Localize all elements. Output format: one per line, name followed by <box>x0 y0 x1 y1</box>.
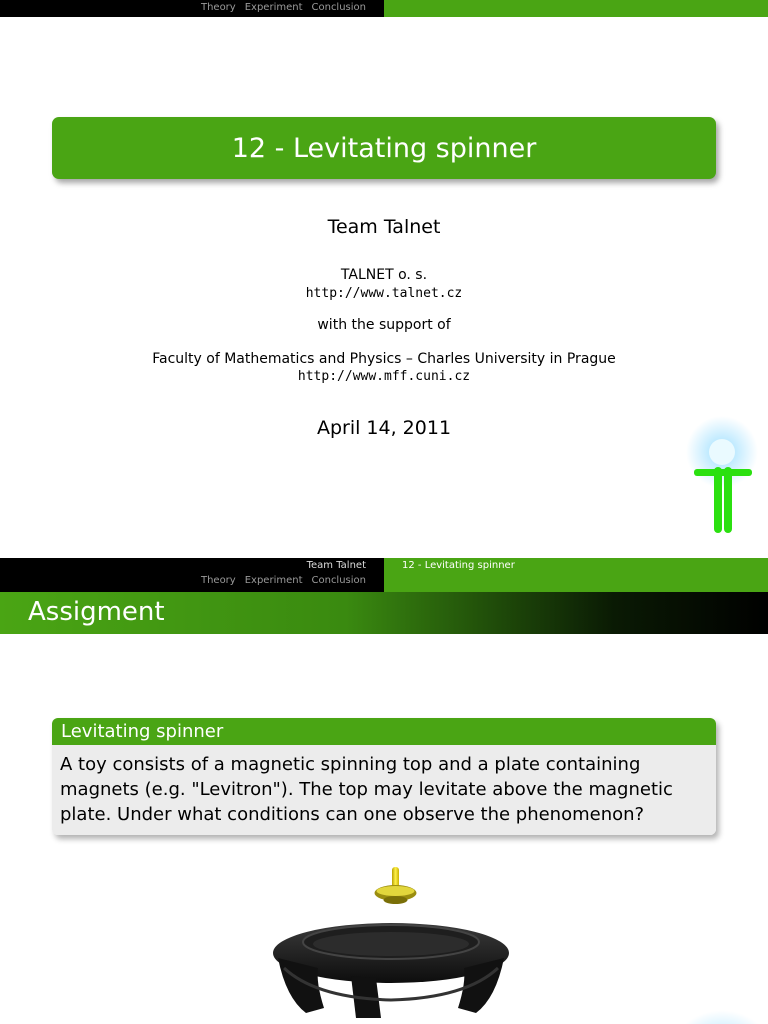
frame-title: Assigment <box>28 597 165 627</box>
definition-block <box>52 718 716 835</box>
frame-title-bar <box>0 592 768 634</box>
nav-link-theory[interactable]: Theory <box>200 2 236 13</box>
faculty-name: Faculty of Mathematics and Physics – Charles University in Prague <box>152 351 616 367</box>
block-title: Levitating spinner <box>52 718 716 745</box>
header-author: Team Talnet <box>306 560 366 571</box>
talnet-logo-icon <box>676 412 768 537</box>
header-right <box>384 558 768 592</box>
nav-link-experiment[interactable]: Experiment <box>244 575 303 586</box>
presentation-date: April 14, 2011 <box>316 417 452 439</box>
header-bar <box>0 558 768 592</box>
nav-bar <box>0 0 768 17</box>
faculty-url[interactable]: http://www.mff.cuni.cz <box>297 369 471 384</box>
nav-link-conclusion[interactable]: Conclusion <box>311 2 366 13</box>
institute-name: TALNET o. s. <box>340 267 428 283</box>
assignment-slide <box>0 558 768 1024</box>
nav-accent-bar <box>384 0 768 17</box>
header-short-title: 12 - Levitating spinner <box>402 560 515 571</box>
nav-section-links <box>0 0 384 17</box>
author: Team Talnet <box>327 216 441 238</box>
levitron-photo <box>256 858 526 1024</box>
support-text: with the support of <box>317 317 451 333</box>
title-box <box>52 117 716 179</box>
header-left <box>0 558 384 592</box>
nav-link-experiment[interactable]: Experiment <box>244 2 303 13</box>
talnet-logo-icon <box>676 988 768 1024</box>
block-body: A toy consists of a magnetic spinning top and a plate containing magnets (e.g. "Levitron"). The top may levitate above the magnetic plate. Under what conditions can one observe the phenomenon? <box>52 745 716 835</box>
nav-link-theory[interactable]: Theory <box>200 575 236 586</box>
nav-link-conclusion[interactable]: Conclusion <box>311 575 366 586</box>
presentation-title: 12 - Levitating spinner <box>231 132 537 164</box>
institute-url[interactable]: http://www.talnet.cz <box>305 286 463 301</box>
